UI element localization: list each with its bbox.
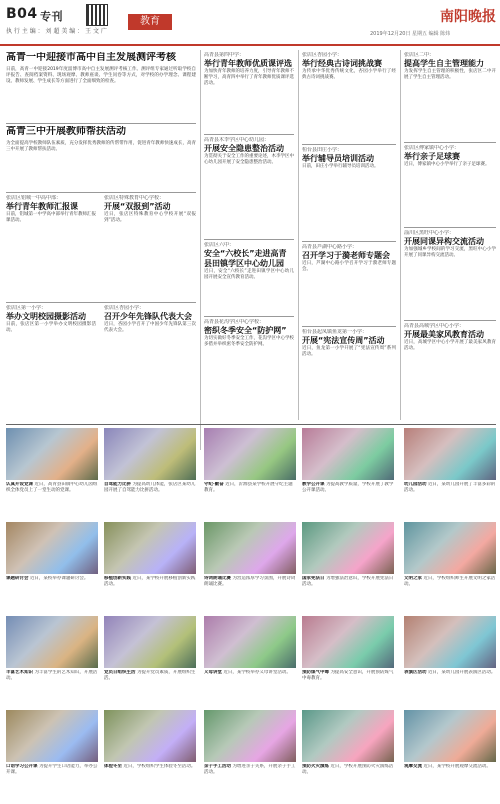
photo-caption [204, 670, 296, 706]
news-photo [104, 616, 196, 668]
article-body: 为全面提高学校教师队伍素质，充分发挥优秀教师的传帮带作用，促进青年教师快速成长，高青三中开展了教师帮扶活动。 [6, 141, 196, 152]
article-body: 近日，傅家镇中心小学举行了亲子足球赛。 [404, 162, 490, 167]
article-17 [404, 230, 496, 318]
article-body: 近日，高城学区中心小学开展了最美家风教育活动。 [404, 340, 496, 351]
news-photo [302, 522, 394, 574]
photo-caption-body: 为提高教学质量，学校开展了教学公开课活动。 [302, 482, 394, 493]
article-title: 开展安全隐患整治活动 [204, 144, 284, 153]
photo-caption-title: 亲子手工活动 [204, 764, 231, 769]
photo-caption [404, 576, 496, 612]
photo-caption [302, 670, 394, 706]
photo-caption-body: 近日，学校组织师生开展文明之家活动。 [404, 576, 496, 587]
article-body: 为传承中华优秀传统文化，杏园小学举行了经典古诗词挑战赛。 [302, 69, 396, 80]
photo-caption [302, 764, 394, 800]
article-body: 为切实做好冬季安全工作，花沟学区中心学校多措并举织密冬季安全防护网。 [204, 336, 294, 347]
article-kicker: 张店区六中： [204, 242, 235, 248]
photo-caption-body: 为增进亲子关系，开展亲子手工活动。 [204, 764, 296, 775]
news-photo [204, 428, 296, 480]
article-5 [6, 305, 96, 420]
article-kicker: 张店区特殊教育中心学校： [104, 195, 165, 201]
article-6 [104, 305, 196, 420]
photo-caption-body: 为提升学生口语能力，举办公开课。 [6, 764, 98, 775]
photo-caption-title: 义母讲堂 [204, 670, 222, 675]
news-photo [204, 616, 296, 668]
photo-caption-body: 为增强法治意识，学校开展宪法日活动。 [302, 576, 394, 587]
article-kicker: 张店区第一小学： [6, 305, 47, 311]
photo-caption-title: 守纪·勤奋 [204, 482, 224, 487]
photo-caption-title: 丰富艺术知识 [6, 670, 33, 675]
article-body: 为发挥学生自主管理的积极性，张店区二中开展了学生自主管理活动。 [404, 69, 496, 80]
photo-caption-body: 近日，学校组织学生体验冬至活动。 [123, 764, 196, 769]
article-kicker: 张店区傅家镇中心小学： [404, 145, 460, 151]
article-body: 日前，张店区第一小学举办文明校园摄影活动。 [6, 322, 96, 333]
photo-caption [204, 764, 296, 800]
photo-caption [104, 576, 196, 612]
news-photo [104, 522, 196, 574]
photo-caption-body: 近日，某学校开展移植创新实践活动。 [104, 576, 196, 587]
news-photo [302, 616, 394, 668]
news-photo [104, 428, 196, 480]
article-title: 高青一中迎接市高中自主发展测评考核 [6, 52, 176, 63]
photo-caption-title: 观摩交流 [404, 764, 422, 769]
news-photo [6, 522, 98, 574]
photo-caption-title: 预防煤气中毒 [302, 670, 329, 675]
article-body: 为加强城乡学校间的学习交流，黑旺中心小学开展了同课异构交流活动。 [404, 247, 496, 258]
article-4 [104, 195, 196, 300]
photo-caption-title: 国家宪法日 [302, 576, 325, 581]
photo-caption [302, 576, 394, 612]
page-number: B04 [6, 6, 38, 22]
article-kicker: 高青县高城学区中心小学： [404, 323, 465, 329]
news-photo [6, 710, 98, 762]
article-body: 日前，高青一中迎接2019年度淄博市高中自主发展测评考核工作。测评组专家通过听取学校自评报告、查阅档案资料、现场观摩、教师座谈、学生问卷等方式，对学校的办学理念、课程建设、教师发展、学生成长等方面进行了全面细致的检查。 [6, 67, 196, 84]
photo-caption [104, 670, 196, 706]
article-14 [302, 329, 396, 421]
photo-caption-body: 近日，高青县田镇中心幼儿园组织全体党员上了一堂生动的党课。 [6, 482, 98, 493]
photo-caption-title: 教学公开课 [302, 482, 325, 487]
article-title: 提高学生自主管理能力 [404, 59, 484, 68]
photo-caption-title: 表演区活动 [404, 670, 427, 675]
photo-caption [6, 576, 98, 612]
news-photo [404, 522, 496, 574]
photo-caption-body: 为丰富学生的艺术知识，开展活动。 [6, 670, 98, 681]
article-15 [404, 52, 496, 140]
article-title: 举办文明校园摄影活动 [6, 312, 86, 321]
photo-caption-body: 为提高安全意识，开展预防煤气中毒教育。 [302, 670, 394, 681]
article-title: 高青三中开展教师帮扶活动 [6, 126, 126, 137]
article-11 [302, 52, 396, 142]
photo-caption-title: 课题研讨会 [6, 576, 29, 581]
photo-caption-title: 移植创新实践 [104, 576, 131, 581]
photo-caption-title: 自驾能力比拼 [104, 482, 131, 487]
news-photo [404, 710, 496, 762]
article-title: 举行辅导员培训活动 [302, 154, 374, 163]
news-photo [302, 428, 394, 480]
article-body: 近日，张店区特殊教育中心学校开展“双报到”活动。 [104, 212, 196, 223]
photo-caption [204, 482, 296, 518]
photo-caption-title: 文明之家 [404, 576, 422, 581]
news-photo [204, 522, 296, 574]
news-photo [104, 710, 196, 762]
photo-caption-body: 近日，某幼儿园开展表演区活动。 [427, 670, 496, 675]
article-title: 举行青年教师优质课评选 [204, 59, 292, 68]
article-kicker: 高青县芦湖中心路小学： [302, 244, 358, 250]
editors: 执 行 主 编 ： 刘 超 美 编 ： 王 文 广 [6, 28, 107, 35]
photo-caption-body: 近日，沂源县某学校开展守纪主题教育。 [204, 482, 293, 493]
article-body: 近日，芦湖中心路小学召开学习于漪老师专题会。 [302, 261, 396, 272]
photo-caption [204, 576, 296, 612]
article-body: 日前，田庄小学举行辅导员培训活动。 [302, 164, 379, 169]
article-kicker: 高青县花沟学区中心学校： [204, 319, 265, 325]
page-section: 专刊 [40, 10, 63, 23]
photo-caption [104, 482, 196, 518]
photo-caption-body: 为营造浓厚学习氛围，开展诗词朗诵比赛。 [204, 576, 296, 587]
photo-caption-body: 近日，某学校举办义母讲堂活动。 [223, 670, 291, 675]
article-title: 召开少年先锋队代表大会 [104, 312, 192, 321]
photo-caption-body: 近日，学校开展预防火灾演练活动。 [302, 764, 394, 775]
article-kicker: 张店区铝城一中高中部： [6, 195, 62, 201]
news-photo [302, 710, 394, 762]
article-3 [6, 195, 96, 300]
photo-caption-body: 近日，某学校开展观摩交流活动。 [423, 764, 491, 769]
photo-caption [404, 482, 496, 518]
photo-caption [404, 670, 496, 706]
photo-caption-title: 幼儿园活动 [404, 482, 427, 487]
photo-caption [404, 764, 496, 800]
news-photo [204, 710, 296, 762]
article-title: 举行青年教师汇报课 [6, 202, 78, 211]
photo-caption-title: 认真开设党课 [6, 482, 33, 487]
newspaper-logo: 南阳晚报 [440, 9, 496, 25]
article-10 [204, 319, 294, 419]
article-kicker: 张店区杏园小学： [302, 52, 343, 58]
section-tag: 教育 [128, 14, 172, 30]
article-1 [6, 52, 196, 122]
article-18 [404, 323, 496, 421]
photo-caption [6, 482, 98, 518]
article-body: 近日，安全“六校长”走进田镇学区中心幼儿园开展安全宣传教育活动。 [204, 269, 294, 280]
article-body: 日前，铝城第一中学高中部举行青年教师汇报课活动。 [6, 212, 96, 223]
article-kicker: 桓台县起凤镇鱼龙第一小学： [302, 329, 368, 335]
article-16 [404, 145, 496, 225]
photo-caption-title: 诗词朗诵比赛 [204, 576, 231, 581]
article-body: 为贯彻关于安全工作的重要论述，木李学区中心幼儿园开展了安全隐患整治活动。 [204, 154, 294, 165]
photo-caption-title: 党员日组织生活 [104, 670, 136, 675]
article-13 [302, 244, 396, 324]
photo-caption [6, 670, 98, 706]
article-body: 近日，杏园小学召开了中国少年先锋队第三次代表大会。 [104, 322, 196, 333]
article-12 [302, 147, 396, 239]
article-7 [204, 52, 294, 132]
article-title: 开展同课异构交流活动 [404, 237, 484, 246]
article-title: 举行亲子足球赛 [404, 152, 460, 161]
article-body: 为加快青年教师的培养力度，引导青年教师不断学习，高青四中举行了青年教师优质课评选活动。 [204, 69, 294, 86]
news-photo [6, 428, 98, 480]
photo-caption [302, 482, 394, 518]
page-header [0, 0, 500, 46]
article-kicker: 桓台县田庄小学： [302, 147, 343, 153]
article-kicker: 高青县木李学区中心幼儿园： [204, 137, 270, 143]
article-kicker: 高青县第四中学： [204, 52, 245, 58]
article-kicker: 张店区二中： [404, 52, 435, 58]
news-photo [6, 616, 98, 668]
photo-caption-body: 为提升党员素质，开展组织生活。 [104, 670, 196, 681]
photo-caption [104, 764, 196, 800]
photo-caption [6, 764, 98, 800]
article-body: 近日，鱼龙第一小学开展了“宪法宣传周”系列活动。 [302, 346, 396, 357]
article-title: 召开学习于漪老师专题会 [302, 251, 390, 260]
article-title: 举行经典古诗词挑战赛 [302, 59, 382, 68]
photo-caption-title: 口语学习公开课 [6, 764, 38, 769]
news-photo [404, 616, 496, 668]
article-2 [6, 126, 196, 190]
article-8 [204, 137, 294, 237]
photo-caption-title: 体验冬至 [104, 764, 122, 769]
article-9 [204, 242, 294, 314]
news-photo [404, 428, 496, 480]
issue-date: 2019年12月20日 星期五 编辑 陈炜 [370, 31, 451, 37]
qr-code-icon [86, 4, 108, 26]
article-kicker: 张店区杏园小学： [104, 305, 145, 311]
article-title: 开展“双报到”活动 [104, 202, 171, 211]
article-title: 安全“六校长”走进高青县田镇学区中心幼儿园 [204, 249, 287, 268]
article-title: 开展“宪法宣传周”活动 [302, 336, 385, 345]
photo-caption-title: 预防火灾演练 [302, 764, 329, 769]
article-title: 密织冬季安全“防护网” [204, 326, 287, 335]
article-title: 开展最美家风教育活动 [404, 330, 484, 339]
photo-caption-body: 近日，某幼儿园开展了丰富多彩的活动。 [404, 482, 496, 493]
photo-caption-body: 为提高幼儿体能，张店区某幼儿园开展了自驾能力比拼活动。 [104, 482, 196, 493]
article-kicker: 淄川区黑旺中心小学： [404, 230, 455, 236]
photo-caption-body: 近日，某校举办课题研讨会。 [29, 576, 89, 581]
